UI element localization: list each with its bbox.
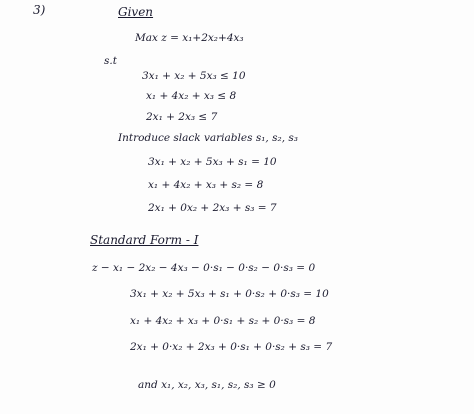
subject-to-label: s.t: [104, 55, 117, 67]
given-heading: Given: [118, 5, 154, 19]
nonnegativity-condition: and x₁, x₂, x₃, s₁, s₂, s₃ ≥ 0: [138, 379, 276, 391]
slack-equation-2: x₁ + 4x₂ + x₃ + s₂ = 8: [148, 179, 264, 191]
objective-function: Max z = x₁+2x₂+4x₃: [135, 32, 244, 44]
standard-form-heading: Standard Form - I: [90, 233, 199, 247]
standard-form-row-3: x₁ + 4x₂ + x₃ + 0·s₁ + s₂ + 0·s₃ = 8: [130, 315, 316, 327]
problem-number: 3): [33, 3, 46, 17]
slack-equation-3: 2x₁ + 0x₂ + 2x₃ + s₃ = 7: [148, 202, 277, 214]
constraint-2: x₁ + 4x₂ + x₃ ≤ 8: [146, 90, 237, 102]
constraint-3: 2x₁ + 2x₃ ≤ 7: [146, 111, 218, 123]
standard-form-row-2: 3x₁ + x₂ + 5x₃ + s₁ + 0·s₂ + 0·s₃ = 10: [130, 288, 329, 300]
constraint-1: 3x₁ + x₂ + 5x₃ ≤ 10: [142, 70, 246, 82]
slack-equation-1: 3x₁ + x₂ + 5x₃ + s₁ = 10: [148, 156, 277, 168]
standard-form-row-1: z − x₁ − 2x₂ − 4x₃ − 0·s₁ − 0·s₂ − 0·s₃ = 0: [92, 262, 316, 274]
introduce-slack-text: Introduce slack variables s₁, s₂, s₃: [118, 132, 298, 144]
standard-form-row-4: 2x₁ + 0·x₂ + 2x₃ + 0·s₁ + 0·s₂ + s₃ = 7: [130, 341, 333, 353]
